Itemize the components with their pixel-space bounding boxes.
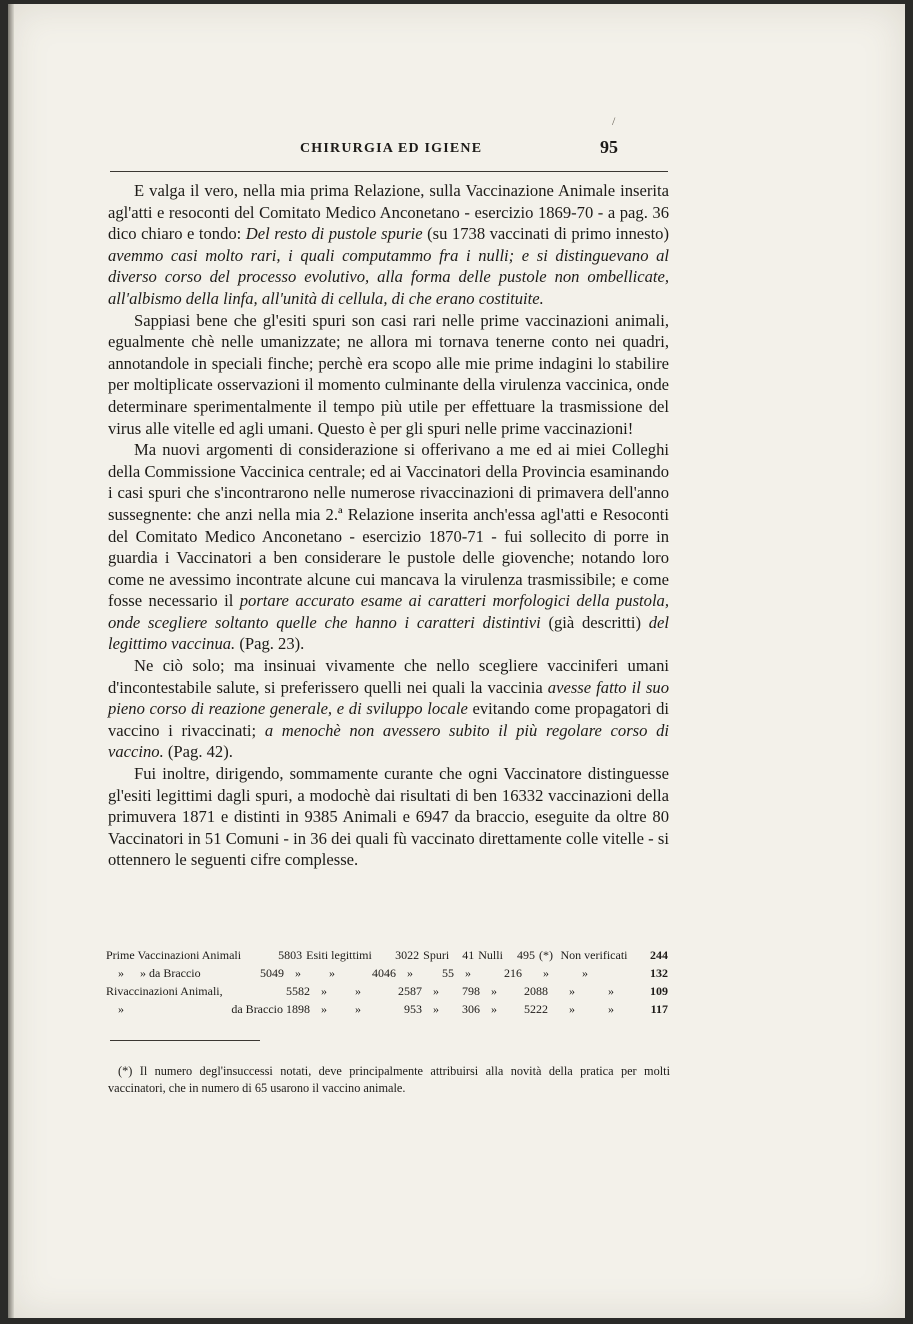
table-cell: » [433, 1002, 439, 1016]
header-rule [110, 171, 668, 172]
table-cell: » [118, 1002, 124, 1016]
table-cell: 953 [404, 1002, 422, 1016]
page-gutter [8, 4, 14, 1318]
table-cell: (*) [538, 948, 553, 962]
italic-run: avemmo casi molto rari, i quali computammo fra i nulli; e si distinguevano al diverso corso del processo evolutivo, alla forma delle pustole non ombellicate, all'albismo della linfa, all'unità di cellula, di che erano costituite. [108, 245, 669, 308]
table-cell: » [433, 984, 439, 998]
italic-run: avesse fatto il suo pieno corso di reazione generale, e di sviluppo locale [108, 677, 670, 719]
vaccination-stats-table [104, 946, 670, 964]
text-run: Ma nuovi argomenti di considerazione si offerivano a me ed ai miei Colleghi della Commissione Vaccinica centrale; ed ai Vaccinatori della Provincia esaminando i casi spuri che s'incontrarono nelle numerose rivaccinazioni di primavera dell'anno sussegnente: che anzi nella mia 2.ª Relazione inserita anch'essa agl'atti e Resoconti del Comitato Medico Anconetano - esercizio 1870-71 - fui sollecito di porre in guardia i Vaccinatori a ben considerare le pustole delle giovenche; notando loro come ne avessimo incontrate alcune cui mancava la virulenza trasmissibile; e come fosse necessario il [108, 440, 669, 611]
table-cell: Esiti legittimi [306, 948, 372, 962]
table-cell: 109 [650, 984, 668, 998]
paragraph [108, 655, 669, 763]
paragraph [108, 310, 669, 440]
table-cell: 306 [462, 1002, 480, 1016]
vaccination-stats-table-cont [104, 964, 670, 982]
table-cell: 5222 [524, 1002, 548, 1016]
table-cell: 2088 [524, 984, 548, 998]
table-cell: 495 [516, 948, 535, 962]
table-cell: » [407, 966, 413, 980]
text-run: (già descritti) [540, 612, 649, 632]
paragraph [108, 763, 669, 871]
table-cell: » [355, 1002, 361, 1016]
running-header [300, 137, 630, 161]
table-cell: 41 [462, 948, 475, 962]
table-cell: » [491, 984, 497, 998]
text-run: (Pag. 23). [235, 634, 305, 654]
vaccination-stats-table-cont [104, 1000, 670, 1018]
table-cell: 5049 [260, 966, 284, 980]
italic-run: del legittimo vaccinua. [108, 612, 669, 654]
footnote-text: (*) Il numero degl'insuccessi notati, deve principalmente attribuirsi alla novità della pratica per molti vaccinatori, che in numero di 65 usarono il vaccino animale. [108, 1064, 670, 1095]
table-cell: » [582, 966, 588, 980]
table-row [104, 982, 670, 1000]
table-row [104, 1000, 670, 1018]
table-cell: 798 [462, 984, 480, 998]
table-cell: » da Braccio [140, 966, 201, 980]
table-cell: 4046 [372, 966, 396, 980]
page-number: 95 [600, 137, 618, 157]
table-cell: Nulli [478, 948, 503, 962]
table-cell: 5582 [286, 984, 310, 998]
table-cell: » [491, 1002, 497, 1016]
table-cell: » [543, 966, 549, 980]
text-run: Sappiasi bene che gl'esiti spuri son casi rari nelle prime vaccinazioni animali, egualmente chè nelle umanizzate; ne allora mi tornava tenerne conto nei quadri, annotandole in speciali finche; perchè era scopo alle mie prime indagini lo stabilire per moltiplicate osservazioni il momento culminante della virulenza vaccinica, onde determinare sperimentalmente il tempo più utile per effettuare la trasmissione del virus alle vitelle ed agli umani. Questo è per gli spuri nelle prime vaccinazioni! [108, 310, 669, 438]
table-row [104, 946, 670, 964]
table-cell: » [329, 966, 335, 980]
table-cell: » [569, 1002, 575, 1016]
text-run: Fui inoltre, dirigendo, sommamente curante che ogni Vaccinatore distinguesse gl'esiti legittimi dagli spuri, a modochè dai risultati di ben 16332 vaccinazioni della primuvera 1871 e distinti in 9385 Animali e 6947 da braccio, eseguite da oltre 80 Vaccinatori in 51 Comuni - in 36 dei quali fù vaccinato direttamente colle vitelle - si ottennero le seguenti cifre complesse. [108, 764, 669, 870]
table-cell: Spuri [423, 948, 450, 962]
footnote [108, 1063, 670, 1097]
table-cell: 132 [650, 966, 668, 980]
table-cell: 216 [504, 966, 522, 980]
text-run: (su 1738 vaccinati di primo innesto) [422, 224, 669, 244]
italic-run: Del resto di pustole spurie [245, 224, 423, 244]
vaccination-stats-table-cont [104, 982, 670, 1000]
italic-run: a menochè non avessero subito il più regolare corso di vaccino. [108, 720, 669, 762]
margin-mark: / [612, 114, 616, 128]
body-text [108, 180, 669, 871]
table-cell: » [608, 1002, 614, 1016]
running-title: CHIRURGIA ED IGIENE [300, 141, 483, 156]
table-cell: 2587 [398, 984, 422, 998]
table-row [104, 964, 670, 982]
text-run: Ne ciò solo; ma insinuai vivamente che nello scegliere vacciniferi umani d'incontestabile salute, si preferissero quelli nei quali la vaccinia [108, 656, 669, 697]
text-run: E valga il vero, nella mia prima Relazione, sulla Vaccinazione Animale inserita agl'atti e resoconti del Comitato Medico Anconetano - esercizio 1869-70 - a pag. 36 dico chiaro e tondo: [108, 181, 669, 244]
text-run: evitando come propagatori di vaccino i rivaccinati; [108, 699, 669, 740]
table-cell: » [118, 966, 124, 980]
table-cell: 244 [650, 948, 668, 962]
table-cell: » [465, 966, 471, 980]
table-cell: 3022 [395, 948, 420, 962]
table-cell: 117 [650, 1002, 668, 1016]
table-cell: Rivaccinazioni Animali, [106, 984, 223, 998]
table-cell: » [355, 984, 361, 998]
table-cell: Prime Vaccinazioni Animali [106, 948, 242, 962]
text-run: (Pag. 42). [163, 742, 233, 762]
table-cell: » [569, 984, 575, 998]
table-cell: 5803 [278, 948, 303, 962]
table-cell: 55 [442, 966, 454, 980]
paragraph [108, 439, 669, 655]
table-cell: Non verificati [560, 948, 628, 962]
table-cell: da Braccio 1898 [231, 1002, 310, 1016]
italic-run: portare accurato esame ai caratteri morfologici della pustola, onde scegliere soltanto quelle che hanno i caratteri distintivi [108, 591, 669, 632]
table-cell: » [295, 966, 301, 980]
footnote-rule [110, 1040, 260, 1041]
table-cell: » [321, 1002, 327, 1016]
table-cell: » [608, 984, 614, 998]
table-cell: » [321, 984, 327, 998]
paragraph [108, 180, 669, 310]
